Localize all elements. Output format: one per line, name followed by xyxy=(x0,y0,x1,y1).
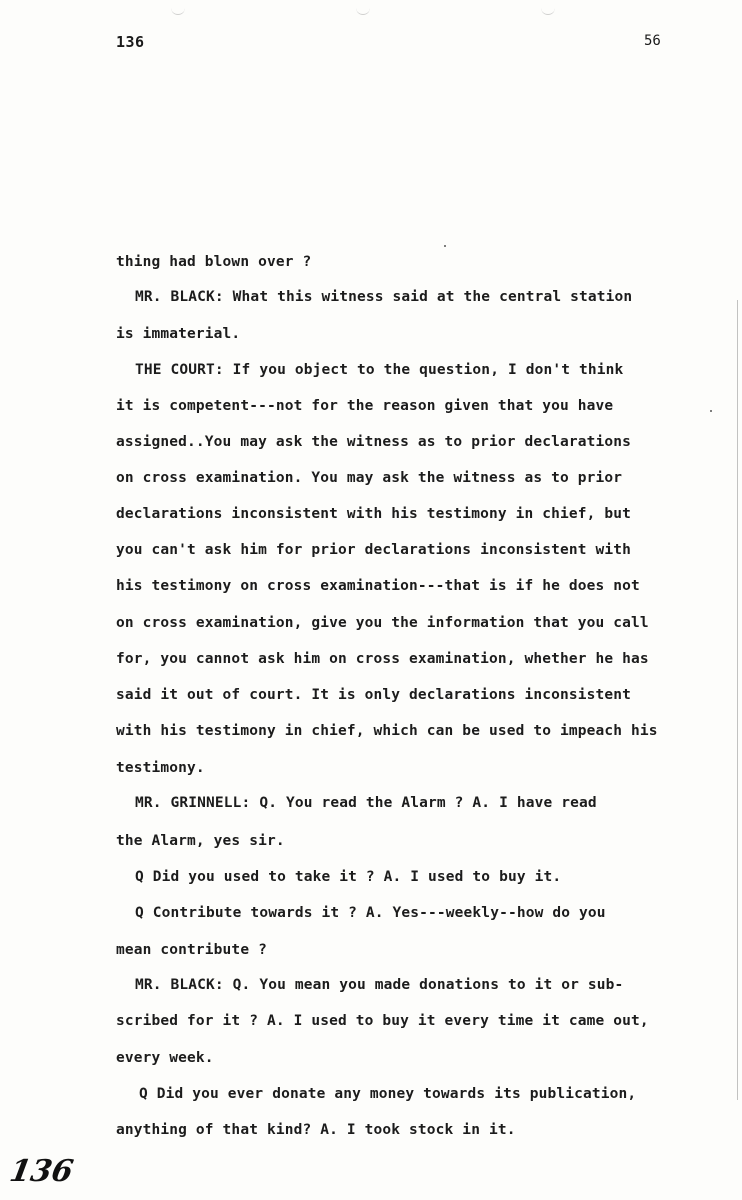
transcript-line: MR. BLACK: Q. You mean you made donations to it or sub- xyxy=(135,977,624,993)
transcript-line: every week. xyxy=(116,1050,214,1066)
punch-hole-mark xyxy=(356,4,370,15)
handwritten-page-number: 136 xyxy=(6,1154,76,1189)
transcript-line: thing had blown over ? xyxy=(116,254,312,270)
transcript-line: MR. GRINNELL: Q. You read the Alarm ? A. I have read xyxy=(135,795,597,811)
page-number-left: 136 xyxy=(116,33,145,51)
transcript-line: Q Contribute towards it ? A. Yes---weekly--how do you xyxy=(135,905,606,921)
transcript-line: THE COURT: If you object to the question, I don't think xyxy=(135,362,624,378)
transcript-line: the Alarm, yes sir. xyxy=(116,833,285,849)
transcript-line: MR. BLACK: What this witness said at the central station xyxy=(135,289,633,305)
page-number-right: 56 xyxy=(644,33,661,49)
transcript-line: mean contribute ? xyxy=(116,942,267,958)
transcript-line: you can't ask him for prior declarations inconsistent with xyxy=(116,542,632,558)
transcript-line: anything of that kind? A. I took stock in it. xyxy=(116,1122,516,1138)
transcript-line: testimony. xyxy=(116,760,205,776)
transcript-line: for, you cannot ask him on cross examination, whether he has xyxy=(116,651,649,667)
scan-speck xyxy=(710,410,712,412)
transcript-line: it is competent---not for the reason given that you have xyxy=(116,398,614,414)
transcript-line: on cross examination, give you the information that you call xyxy=(116,615,649,631)
transcript-line: Q Did you used to take it ? A. I used to buy it. xyxy=(135,869,562,885)
transcript-line: Q Did you ever donate any money towards its publication, xyxy=(139,1086,637,1102)
transcript-line: assigned..You may ask the witness as to prior declarations xyxy=(116,434,632,450)
scan-edge-line xyxy=(737,300,738,1100)
transcript-line: said it out of court. It is only declarations inconsistent xyxy=(116,687,632,703)
punch-hole-mark xyxy=(541,4,555,15)
punch-hole-mark xyxy=(171,4,185,15)
transcript-line: with his testimony in chief, which can be used to impeach his xyxy=(116,723,658,739)
transcript-line: is immaterial. xyxy=(116,326,241,342)
transcript-line: his testimony on cross examination---that is if he does not xyxy=(116,578,640,594)
transcript-line: on cross examination. You may ask the witness as to prior xyxy=(116,470,623,486)
transcript-line: declarations inconsistent with his testimony in chief, but xyxy=(116,506,632,522)
scan-speck xyxy=(444,245,446,247)
transcript-line: scribed for it ? A. I used to buy it every time it came out, xyxy=(116,1013,649,1029)
